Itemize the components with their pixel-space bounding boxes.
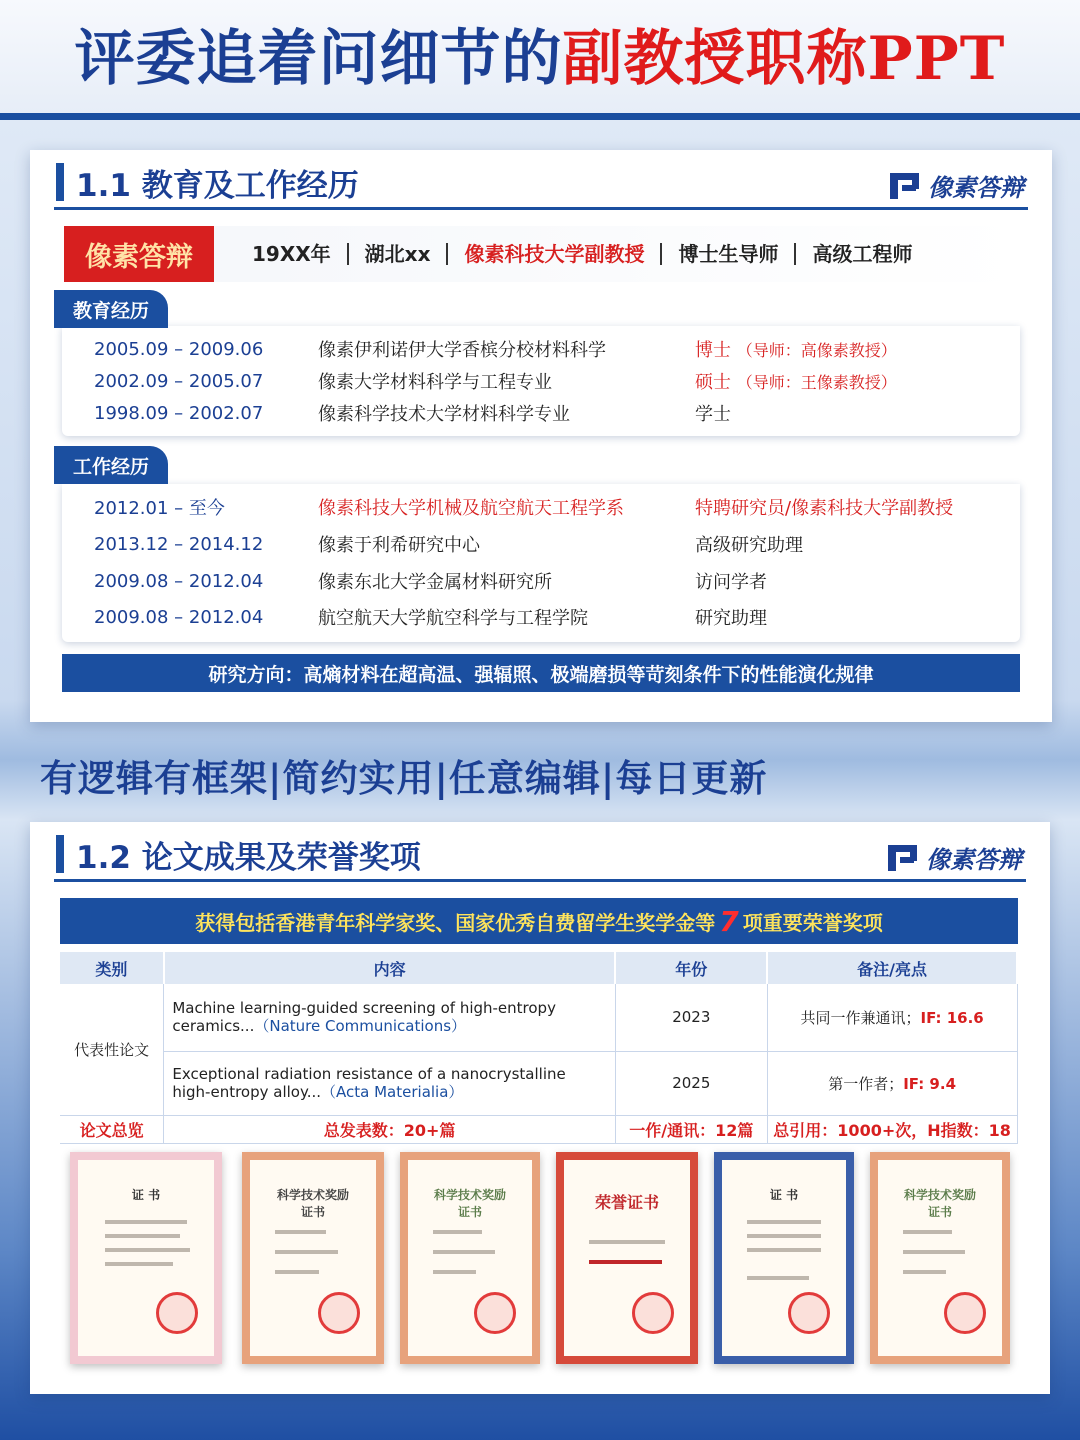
work-period: 2013.12 – 2014.12: [94, 533, 264, 555]
profile-supervisor: 博士生导师: [662, 243, 796, 265]
section-divider: [54, 207, 1028, 210]
certificate-image: [242, 1152, 384, 1364]
profile-engineer: 高级工程师: [812, 242, 913, 266]
work-row: [62, 529, 1020, 559]
section-header: [56, 832, 421, 876]
page-title-red: 副教授职称PPT: [562, 24, 1006, 94]
achievements-slide: [30, 822, 1050, 1394]
education-work-slide: [30, 150, 1052, 722]
profile-strip: [64, 226, 1024, 282]
page-title-blue: 评委追着问细节的: [74, 24, 563, 94]
profile-origin: 湖北xx: [349, 243, 449, 265]
award-text-pre: 获得包括香港青年科学家奖、国家优秀自费留学生奖学金等: [195, 910, 716, 935]
section-title: 1.2 论文成果及荣誉奖项: [76, 839, 421, 876]
work-list: [62, 484, 1020, 642]
note-role: 共同一作兼通讯；: [800, 1008, 921, 1027]
achievements-table: [60, 952, 1018, 1144]
summary-total: 总发表数：20+篇: [164, 1115, 616, 1143]
seal-icon: [156, 1292, 198, 1334]
research-direction: 研究方向：高熵材料在超高温、强辐照、极端磨损等苛刻条件下的性能演化规律: [62, 654, 1020, 692]
work-org: 像素东北大学金属材料研究所: [318, 572, 552, 593]
edu-school: 像素伊利诺伊大学香槟分校材料科学: [318, 340, 606, 361]
section-marker: [56, 835, 64, 873]
work-row: [62, 566, 1020, 596]
work-role: 高级研究助理: [695, 535, 803, 556]
education-row: [62, 366, 1020, 396]
seal-icon: [788, 1292, 830, 1334]
impact-factor: IF: 9.4: [903, 1074, 957, 1093]
header-note: 备注/亮点: [767, 952, 1017, 984]
seal-icon: [632, 1292, 674, 1334]
education-row: [62, 398, 1020, 428]
summary-first-author: 一作/通讯：12篇: [615, 1115, 767, 1143]
certificate-image: [870, 1152, 1010, 1364]
paper-title: Machine learning-guided screening of high-entropy ceramics...: [172, 999, 556, 1036]
award-banner: [60, 898, 1018, 944]
certificate-gallery: [70, 1152, 1020, 1370]
paper-journal: （Acta Materialia）: [321, 1083, 464, 1101]
title-underline: [0, 113, 1080, 120]
profile-position: 像素科技大学副教授: [448, 243, 662, 265]
work-org: 像素于利希研究中心: [318, 535, 480, 556]
paper-year: 2023: [615, 984, 767, 1051]
edu-degree: 博士: [695, 340, 731, 361]
section-marker: [56, 163, 64, 201]
edu-period: 1998.09 – 2002.07: [94, 402, 264, 424]
paper-note: [767, 1051, 1017, 1115]
slogan: 有逻辑有框架|简约实用|任意编辑|每日更新: [40, 756, 768, 800]
brand-icon: [890, 173, 920, 199]
work-row: [62, 602, 1020, 632]
table-header: [60, 952, 1017, 984]
paper-year: 2025: [615, 1051, 767, 1115]
award-text-post: 项重要荣誉奖项: [742, 910, 883, 935]
certificate-image: [714, 1152, 854, 1364]
edu-period: 2002.09 – 2005.07: [94, 370, 264, 392]
work-period: 2009.08 – 2012.04: [94, 570, 264, 592]
work-org: 像素科技大学机械及航空航天工程学系: [318, 498, 624, 519]
work-period: 2009.08 – 2012.04: [94, 606, 264, 628]
work-role: 特聘研究员/像素科技大学副教授: [695, 498, 954, 519]
table-row: [60, 984, 1017, 1051]
brand-name: 像素答辩: [928, 174, 1024, 202]
section-title: 1.1 教育及工作经历: [76, 167, 359, 204]
certificate-title: 科学技术奖励证书: [276, 1188, 349, 1219]
certificate-title: 证 书: [769, 1188, 799, 1202]
section-header: [56, 160, 359, 204]
paper-cell: [164, 984, 616, 1051]
certificate-image: [400, 1152, 540, 1364]
brand-logo: [888, 840, 1022, 875]
header-category: 类别: [60, 952, 164, 984]
category-cell: 代表性论文: [60, 984, 164, 1115]
paper-cell: [164, 1051, 616, 1115]
summary-citations: 总引用：1000+次，H指数：18: [767, 1115, 1017, 1143]
education-tab: 教育经历: [54, 290, 168, 328]
education-list: [62, 326, 1020, 436]
brand-icon: [888, 845, 918, 871]
edu-period: 2005.09 – 2009.06: [94, 338, 264, 360]
edu-degree: 学士: [695, 404, 731, 425]
profile-badge: 像素答辩: [64, 226, 214, 282]
certificate-title: 科学技术奖励证书: [903, 1188, 976, 1219]
certificate-image: [556, 1152, 698, 1364]
header-year: 年份: [615, 952, 767, 984]
seal-icon: [944, 1292, 986, 1334]
seal-icon: [474, 1292, 516, 1334]
edu-school: 像素科学技术大学材料科学专业: [318, 404, 570, 425]
edu-school: 像素大学材料科学与工程专业: [318, 372, 552, 393]
impact-factor: IF: 16.6: [920, 1008, 984, 1027]
certificate-title: 科学技术奖励证书: [433, 1188, 506, 1219]
section-divider: [54, 879, 1026, 882]
note-role: 第一作者；: [828, 1074, 904, 1093]
page-title: [0, 0, 1080, 118]
seal-icon: [318, 1292, 360, 1334]
work-period: 2012.01 – 至今: [94, 498, 225, 519]
work-tab: 工作经历: [54, 446, 168, 484]
education-row: [62, 334, 1020, 364]
brand-logo: [890, 168, 1024, 203]
paper-journal: （Nature Communications）: [254, 1017, 467, 1036]
header-content: 内容: [164, 952, 616, 984]
paper-note: [767, 984, 1017, 1051]
certificate-image: [70, 1152, 222, 1364]
paper-title: Exceptional radiation resistance of a nanocrystalline high-entropy alloy...: [172, 1065, 566, 1101]
brand-name: 像素答辩: [926, 846, 1022, 874]
award-count: 7: [719, 904, 739, 938]
profile-birth: 19XX年: [236, 243, 349, 265]
summary-label: 论文总览: [60, 1115, 164, 1143]
certificate-title: 荣誉证书: [594, 1193, 659, 1212]
work-role: 访问学者: [695, 572, 767, 593]
edu-advisor: （导师：高像素教授）: [736, 341, 897, 360]
edu-degree: 硕士: [695, 372, 731, 393]
table-row: [60, 1051, 1017, 1115]
work-row: [62, 492, 1020, 522]
work-org: 航空航天大学航空科学与工程学院: [318, 608, 588, 629]
edu-advisor: （导师：王像素教授）: [736, 373, 897, 392]
work-role: 研究助理: [695, 608, 767, 629]
summary-row: [60, 1115, 1017, 1143]
certificate-title: 证 书: [131, 1188, 161, 1202]
